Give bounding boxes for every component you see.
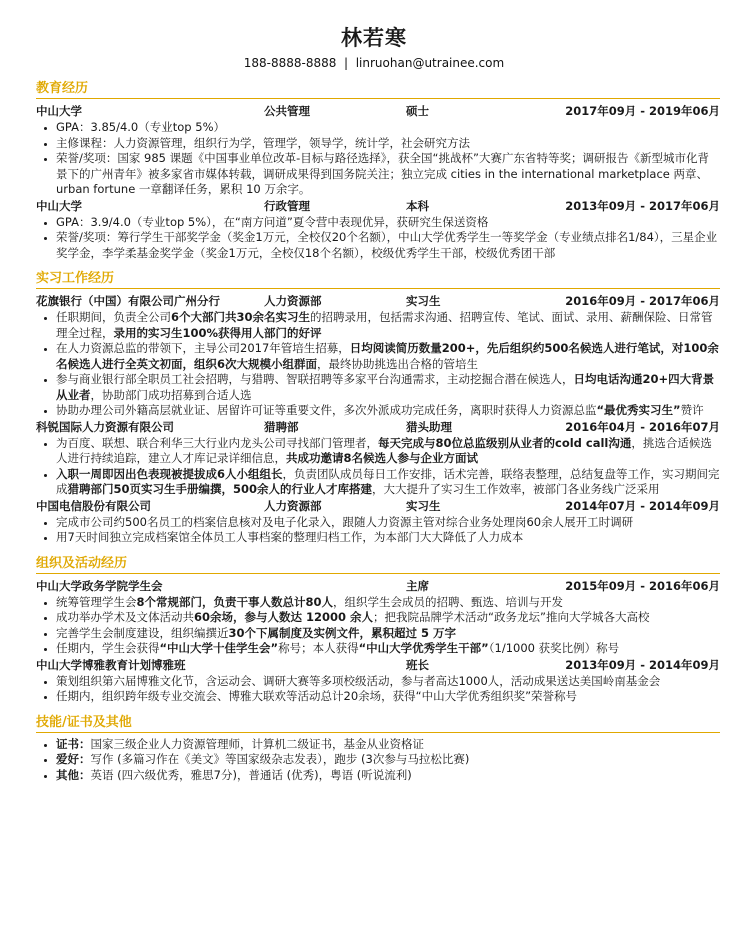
bullet-item: • 任期内，组织跨年级专业交流会、博雅大联欢等活动总计20余场，获得“中山大学优秀组织奖”荣誉称号: [56, 689, 720, 705]
contact-info: 188-8888-8888 | linruohan@utrainee.com: [243, 56, 505, 70]
entry-organization: 中山大学政务学院学生会: [36, 578, 163, 593]
bullet-list: [36, 215, 720, 262]
entry-organization: 中山大学博雅教育计划博雅班: [36, 657, 186, 672]
bullet-highlight: 猎聘部门50页实习生手册编撰，500余人的行业人才库搭建: [67, 482, 373, 496]
entry-header-row: [36, 657, 720, 674]
entry-role: 实习生: [406, 294, 441, 308]
entry-organization: 中山大学: [36, 104, 82, 118]
education-entry: [36, 198, 720, 262]
bullet-highlight: “中山大学十佳学生会”: [159, 641, 279, 655]
activity-entry: [36, 657, 720, 705]
skill-label: 爱好：: [56, 752, 91, 766]
bullet-item: • 入职一周即因出色表现被提拔成6人小组组长，负责团队成员每日工作安排，话术完善，联络表整理，总结复盘等工作，实习期间完成猎聘部门50页实习生手册编撰，500余人的行业人才库搭建，大大提升了实习生工作效率，被部门各业务线广泛采用: [56, 467, 720, 498]
bullet-highlight: 6个大部门共30余名实习生: [171, 310, 311, 324]
entry-organization: 花旗银行（中国）有限公司广州分行: [36, 294, 220, 308]
bullet-highlight: 日均电话沟通20+四大背景从业者: [56, 372, 715, 402]
entry-date: 2013年09月 - 2017年06月: [565, 198, 720, 213]
entry-organization: 中国电信股份有限公司: [36, 498, 151, 513]
bullet-item: • 为百度、联想、联合利华三大行业内龙头公司寻找部门管理者，每天完成与80位总监级别从业者的cold call沟通，挑选合适候选人进行持续追踪，建立人才库记录详细信息，共成功邀请8名候选人参与企业方面试: [56, 436, 720, 467]
skills-list: [36, 737, 720, 784]
section-title-activities: 组织及活动经历: [36, 556, 720, 574]
entry-role: 实习生: [406, 498, 441, 513]
bullet-item: • GPA：3.9/4.0（专业top 5%），在“南方问道”夏令营中表现优异，获研究生保送资格: [56, 215, 720, 231]
internship-entry: [36, 293, 720, 419]
skill-text: 英语 (四六级优秀，雅思7分)，普通话 (优秀)，粤语 (听说流利): [90, 767, 412, 782]
bullet-item: • 主修课程：人力资源管理，组织行为学，管理学，领导学，统计学，社会研究方法: [56, 136, 720, 152]
bullet-item: • 在人力资源总监的带领下，主导公司2017年管培生招募，日均阅读简历数量200+，先后组织约500名候选人进行笔试，对100余名候选人进行全英文初面，组织6次大规模小组群面，最终协助挑选出合格的管培生: [56, 341, 720, 372]
bullet-item: • 参与商业银行部全职员工社会招聘，与猎聘、智联招聘等多家平台沟通需求，主动挖掘合潜在候选人，日均电话沟通20+四大背景从业者，协助部门成功招募到合适人选: [56, 372, 720, 403]
bullet-list: [36, 674, 720, 705]
entry-department: 行政管理: [264, 198, 310, 213]
bullet-item: • 成功举办学术及文体活动共60余场，参与人数达 12000 余人；把我院品牌学术活动“政务龙坛”推向大学城各大高校: [56, 610, 720, 626]
skills-section: [36, 715, 720, 784]
skill-text: 写作 (多篇习作在《美文》等国家级杂志发表），跑步 (3次参与马拉松比赛): [90, 752, 470, 766]
entry-role: 主席: [406, 578, 429, 593]
entry-department: 人力资源部: [264, 498, 322, 513]
bullet-item: • 统筹管理学生会8个常规部门，负责干事人数总计80人，组织学生会成员的招聘、甄选、培训与开发: [56, 595, 720, 611]
entry-department: 公共管理: [264, 104, 310, 118]
entry-role: 硕士: [406, 104, 429, 118]
internship-entry: [36, 498, 720, 546]
bullet-item: • 策划组织第六届博雅文化节，含运动会、调研大赛等多项校级活动，参与者高达1000人，活动成果送达美国岭南基金会: [56, 674, 720, 690]
bullet-list: [36, 310, 720, 419]
bullet-highlight: 60余场，参与人数达 12000 余人: [194, 610, 374, 624]
bullet-item: • 荣誉/奖项：国家 985 课题《中国事业单位改革-目标与路径选择》，获全国“挑战杯”大赛广东省特等奖；调研报告《新型城市化背景下的广州青年》被多家省市媒体转载，调研成果得到国务院关注；独立完成 cities in the international marketplace 两章、urban fortune 一章翻译任务，累积 10 万余字。: [56, 151, 720, 198]
internship-entry: [36, 419, 720, 498]
bullet-item: • GPA：3.85/4.0（专业top 5%）: [56, 120, 720, 136]
skill-label: 证书：: [56, 736, 91, 751]
bullet-list: [36, 436, 720, 498]
bullet-highlight: 入职一周即因出色表现被提拔成6人小组组长: [56, 466, 283, 481]
entry-date: 2015年09月 - 2016年06月: [565, 578, 720, 593]
entry-header-row: [36, 419, 720, 436]
entry-role: 猎头助理: [406, 419, 452, 434]
entry-department: 猎聘部: [264, 419, 299, 434]
bullet-item: • 任职期间，负责全公司6个大部门共30余名实习生的招聘录用，包括需求沟通、招聘宣传、笔试、面试、录用、薪酬保险、日常管理全过程，录用的实习生100%获得用人部门的好评: [56, 310, 720, 341]
bullet-highlight: 录用的实习生100%获得用人部门的好评: [113, 325, 322, 340]
entry-role: 班长: [406, 657, 429, 672]
candidate-name: 林若寒: [341, 26, 407, 50]
education-section: [36, 81, 720, 261]
bullet-item: • 完成市公司约500名员工的档案信息核对及电子化录入，跟随人力资源主管对综合业务处理岗60余人展开工时调研: [56, 515, 720, 531]
bullet-list: [36, 515, 720, 546]
entry-department: 人力资源部: [264, 294, 322, 308]
entry-date: 2016年09月 - 2017年06月: [565, 294, 720, 308]
skill-item: [56, 768, 720, 784]
bullet-highlight: 8个常规部门，负责干事人数总计80人: [136, 594, 334, 609]
entry-header-row: [36, 293, 720, 310]
bullet-highlight: 30个下属制度及实例文件，累积超过 5 万字: [228, 625, 457, 640]
entry-date: 2013年09月 - 2014年09月: [565, 657, 720, 672]
activity-entry: [36, 578, 720, 657]
entry-header-row: [36, 103, 720, 120]
entry-header-row: [36, 498, 720, 515]
bullet-item: • 协助办理公司外籍高层就业证、居留许可证等重要文件，多次外派成功完成任务，离职时获得人力资源总监“最优秀实习生”赞许: [56, 403, 720, 419]
resume-header: [0, 0, 748, 71]
bullet-list: [36, 595, 720, 657]
bullet-highlight: 共成功邀请8名候选人参与企业方面试: [286, 451, 478, 465]
skill-item: [56, 752, 720, 768]
bullet-list: [36, 120, 720, 198]
bullet-highlight: “最优秀实习生”: [596, 403, 681, 417]
internship-section: [36, 271, 720, 546]
education-entry: [36, 103, 720, 198]
section-title-education: 教育经历: [36, 81, 720, 99]
bullet-item: • 用7天时间独立完成档案馆全体员工人事档案的整理归档工作，为本部门大大降低了人力成本: [56, 530, 720, 546]
entry-organization: 科锐国际人力资源有限公司: [36, 419, 174, 434]
bullet-item: • 任期内，学生会获得“中山大学十佳学生会”称号；本人获得“中山大学优秀学生干部”（1/1000 获奖比例）称号: [56, 641, 720, 657]
section-title-skills: 技能/证书及其他: [36, 715, 720, 733]
skill-item: [56, 737, 720, 753]
skill-text: 国家三级企业人力资源管理师，计算机二级证书，基金从业资格证: [90, 736, 424, 751]
skill-label: 其他：: [56, 767, 91, 782]
bullet-highlight: “中山大学优秀学生干部”: [358, 641, 489, 655]
bullet-item: • 完善学生会制度建设，组织编撰近30个下属制度及实例文件，累积超过 5 万字: [56, 626, 720, 642]
entry-date: 2014年07月 - 2014年09月: [565, 498, 720, 513]
bullet-highlight: 日均阅读简历数量200+，先后组织约500名候选人进行笔试，对100余名候选人进行全英文初面，组织6次大规模小组群面: [56, 341, 719, 371]
bullet-highlight: 每天完成与80位总监级别从业者的cold call沟通: [378, 435, 632, 450]
entry-header-row: [36, 198, 720, 215]
bullet-item: • 荣誉/奖项：筹行学生干部奖学金（奖金1万元，全校仅20个名额），中山大学优秀学生一等奖学金（专业绩点排名1/84），三星企业奖学金，李学柔基金奖学金（奖金1万元，全校仅18个名额），校级优秀学生干部，校级优秀团干部: [56, 230, 720, 261]
section-title-internship: 实习工作经历: [36, 271, 720, 289]
entry-date: 2017年09月 - 2019年06月: [565, 104, 720, 118]
activities-section: [36, 556, 720, 705]
entry-date: 2016年04月 - 2016年07月: [565, 419, 720, 434]
entry-organization: 中山大学: [36, 198, 82, 213]
entry-header-row: [36, 578, 720, 595]
entry-role: 本科: [406, 198, 429, 213]
